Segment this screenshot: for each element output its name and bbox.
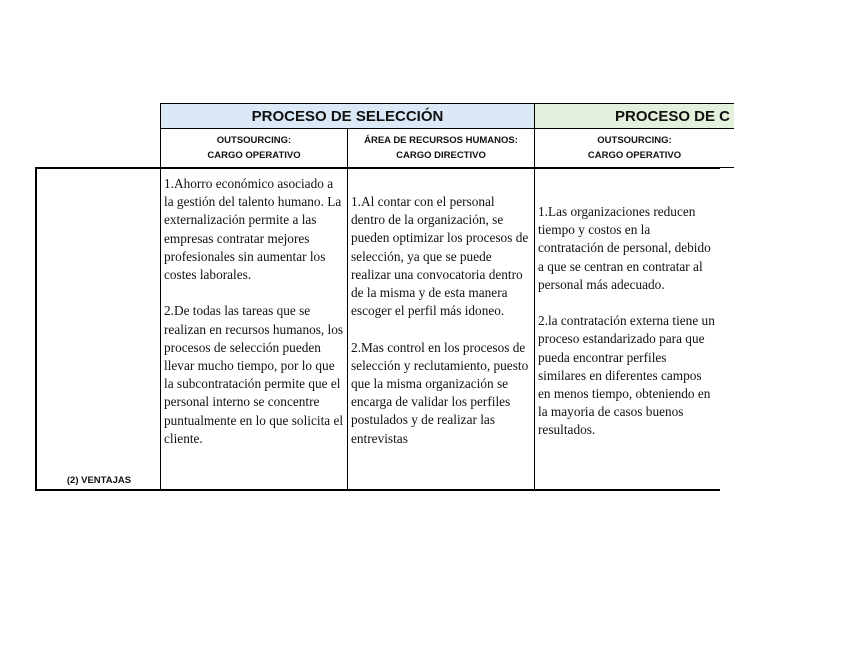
cell-ventajas-rrhh-directivo: 1.Al contar con el personal dentro de la organización, se pueden optimizar los procesos de selección, ya que se puede realizar una convocatoria dentro de la misma y de esta manera escoger el perfil más idoneo. 2.Mas control en los procesos de selección y reclutamiento, puesto que la misma organización se encarga de validar los perfiles postulados y de realizar las entrevistas (347, 167, 535, 491)
column-header-rrhh-directivo (347, 128, 535, 168)
section-header-seleccion (160, 103, 535, 128)
column-header-line1: OUTSOURCING: (216, 135, 292, 146)
column-header-line1: OUTSOURCING: (597, 135, 672, 146)
column-header-line2: CARGO OPERATIVO (207, 150, 301, 161)
row-label-ventajas (35, 167, 161, 491)
column-header-line2: CARGO OPERATIVO (587, 150, 682, 161)
section-header-contratacion (534, 103, 734, 128)
cell-ventajas-outsourcing-operativo: 1.Ahorro económico asociado a la gestión del talento humano. La externalización permite a las empresas contratar mejores profesionales sin aumentar los costes laborales. 2.De todas las tareas que se realizan en recursos humanos, los procesos de selección pueden llevar mucho tiempo, por lo que la subcontratación permite que el personal interno se concentre puntualmente en lo que solicita el cliente. (160, 167, 348, 491)
section-title: PROCESO DE C (615, 107, 731, 125)
column-header-outsourcing-operativo-2 (534, 128, 734, 168)
column-header-line2: CARGO DIRECTIVO (396, 150, 486, 161)
cell-ventajas-outsourcing-operativo-2: 1.Las organizaciones reducen tiempo y costos en la contratación de personal, debido a que se centran en contratar al personal más adecuado. 2.la contratación externa tiene un proceso estandarizado para que pueda encontrar perfiles similares en diferentes campos en menos tiempo, obteniendo en la mayoria de casos buenos resultados. (534, 167, 720, 491)
section-title: PROCESO DE SELECCIÓN (251, 107, 444, 125)
column-header-outsourcing-operativo (160, 128, 348, 168)
row-label-text: (2) VENTAJAS (66, 475, 132, 486)
column-header-line1: ÁREA DE RECURSOS HUMANOS: (364, 135, 518, 146)
